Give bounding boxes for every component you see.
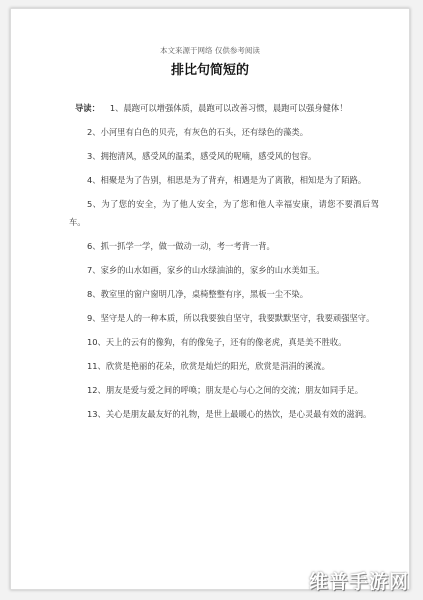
paragraph-8: 8、教室里的窗户窗明几净，桌椅整整有序，黑板一尘不染。 [87, 289, 308, 299]
header-note: 本文来源于网络 仅供参考阅读 [160, 46, 260, 55]
document-title: 排比句简短的 [170, 63, 249, 78]
site-watermark: 维普手游网 [308, 571, 409, 593]
paragraph-3: 3、拥抱清风，感受风的温柔，感受风的呢喃，感受风的包容。 [87, 151, 317, 161]
paragraph-2: 2、小河里有白色的贝壳，有灰色的石头，还有绿色的藻类。 [87, 127, 308, 137]
paragraph-11: 11、欣赏是艳丽的花朵，欣赏是灿烂的阳光，欣赏是涓涓的溪流。 [87, 361, 330, 371]
lead-label: 导读： [75, 103, 100, 113]
document-page [10, 8, 410, 590]
paragraph-6: 6、抓一抓学一学，做一做动一动，考一考背一背。 [87, 241, 275, 251]
paragraph-4: 4、相聚是为了告别，相思是为了背弃，相遇是为了离散，相知是为了陌路。 [87, 175, 367, 185]
paragraph-1: 导读： 1、晨跑可以增强体质，晨跑可以改善习惯，晨跑可以强身健体！ [75, 103, 348, 113]
paragraph-12: 12、朋友是爱与爱之间的呼唤；朋友是心与心之间的交流；朋友如同手足。 [87, 385, 364, 395]
document-body [69, 99, 379, 429]
paragraph-13: 13、关心是朋友最友好的礼物，是世上最暖心的热饮，是心灵最有效的滋润。 [87, 409, 372, 419]
paragraph-7: 7、家乡的山水如画，家乡的山水绿油油的，家乡的山水美如玉。 [87, 265, 325, 275]
paragraph-5: 5、为了您的安全，为了他人安全，为了您和他人幸福安康，请您不要酒后驾车。 [69, 199, 379, 227]
paragraph-10: 10、天上的云有的像狗，有的像兔子，还有的像老虎，真是美不胜收。 [87, 337, 347, 347]
paragraph-9: 9、坚守是人的一种本质，所以我要独自坚守，我要默默坚守，我要顽强坚守。 [87, 313, 375, 323]
